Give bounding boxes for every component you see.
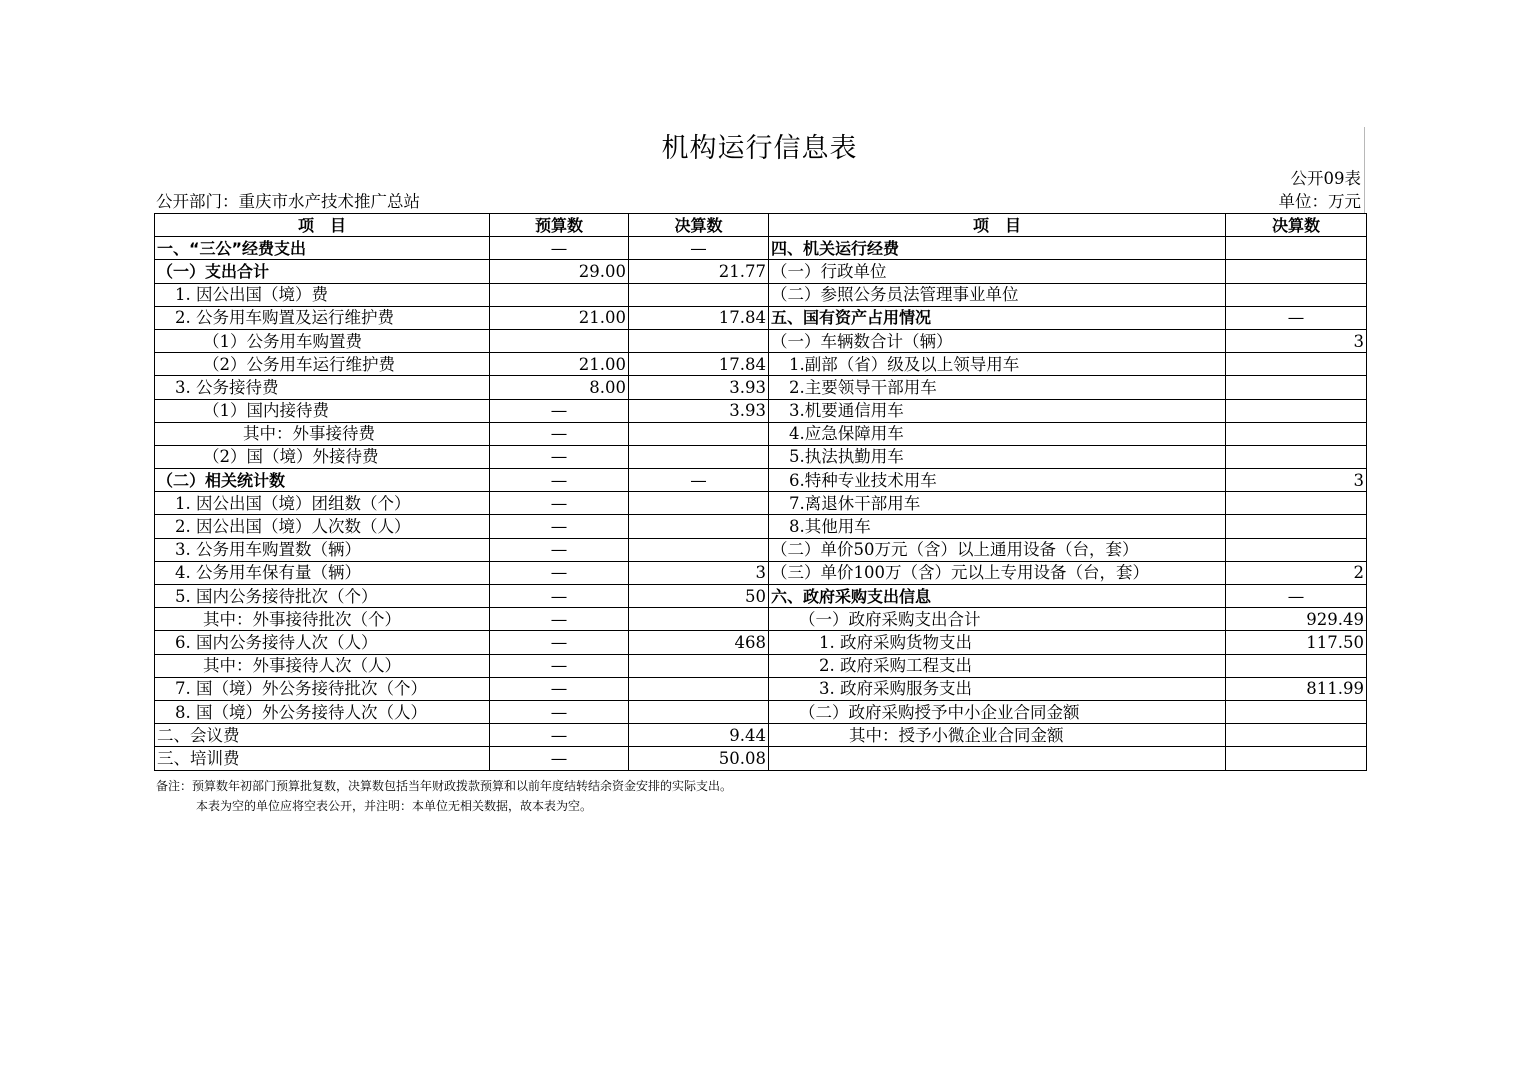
left-item: （1）国内接待费 (155, 399, 490, 422)
left-item: （二）相关统计数 (155, 469, 490, 492)
right-item: 3. 政府采购服务支出 (769, 677, 1226, 700)
budget-value: — (490, 608, 629, 631)
budget-value: — (490, 445, 629, 468)
table-row (155, 353, 1367, 376)
right-item: 六、政府采购支出信息 (769, 585, 1226, 608)
right-value: 929.49 (1226, 608, 1367, 631)
final-value: 17.84 (629, 306, 769, 329)
table-row (155, 260, 1367, 283)
footnote-empty-table: 本表为空的单位应将空表公开，并注明：本单位无相关数据，故本表为空。 (196, 799, 593, 813)
budget-value: — (490, 654, 629, 677)
form-number: 公开09表 (1290, 169, 1361, 188)
header-final-right: 决算数 (1226, 214, 1367, 237)
footnotes (156, 776, 732, 816)
header-item-right: 项 目 (769, 214, 1226, 237)
right-item: 其中：授予小微企业合同金额 (769, 724, 1226, 747)
table-row (155, 306, 1367, 329)
left-item: 三、培训费 (155, 747, 490, 770)
table-row (155, 376, 1367, 399)
left-item: （2）国（境）外接待费 (155, 445, 490, 468)
left-item: 8. 国（境）外公务接待人次（人） (155, 700, 490, 723)
info-table (154, 213, 1367, 771)
table-row (155, 237, 1367, 260)
right-value (1226, 492, 1367, 515)
right-value (1226, 700, 1367, 723)
right-value: 117.50 (1226, 631, 1367, 654)
right-value (1226, 445, 1367, 468)
table-header-row (155, 214, 1367, 237)
final-value: 50.08 (629, 747, 769, 770)
final-value: 9.44 (629, 724, 769, 747)
right-value (1226, 399, 1367, 422)
table-row (155, 515, 1367, 538)
final-value: — (629, 469, 769, 492)
left-item: 5. 国内公务接待批次（个） (155, 585, 490, 608)
budget-value: — (490, 538, 629, 561)
budget-value: — (490, 515, 629, 538)
unit-label: 单位：万元 (1278, 192, 1361, 211)
right-item: 4.应急保障用车 (769, 422, 1226, 445)
right-value (1226, 283, 1367, 306)
left-item: 1. 因公出国（境）团组数（个） (155, 492, 490, 515)
right-item: 五、国有资产占用情况 (769, 306, 1226, 329)
page-title: 机构运行信息表 (661, 133, 858, 164)
right-item: 7.离退休干部用车 (769, 492, 1226, 515)
table-row (155, 747, 1367, 770)
table-row (155, 329, 1367, 352)
budget-value: — (490, 700, 629, 723)
footnote-remark: 备注：预算数年初部门预算批复数，决算数包括当年财政拨款预算和以前年度结转结余资金安排的实际支出。 (156, 779, 733, 793)
final-value (629, 492, 769, 515)
right-value (1226, 353, 1367, 376)
right-value (1226, 654, 1367, 677)
right-item: （一）行政单位 (769, 260, 1226, 283)
left-item: 4. 公务用车保有量（辆） (155, 561, 490, 584)
left-item: 3. 公务用车购置数（辆） (155, 538, 490, 561)
table-row (155, 538, 1367, 561)
header-final: 决算数 (629, 214, 769, 237)
final-value: 3 (629, 561, 769, 584)
budget-value: — (490, 492, 629, 515)
left-item: 其中：外事接待费 (155, 422, 490, 445)
final-value (629, 283, 769, 306)
budget-value: — (490, 561, 629, 584)
table-row (155, 700, 1367, 723)
right-item: 1.副部（省）级及以上领导用车 (769, 353, 1226, 376)
budget-value (490, 283, 629, 306)
right-value (1226, 515, 1367, 538)
table-row (155, 585, 1367, 608)
final-value: 3.93 (629, 376, 769, 399)
budget-value: — (490, 747, 629, 770)
right-item: （二）政府采购授予中小企业合同金额 (769, 700, 1226, 723)
department-label: 公开部门：重庆市水产技术推广总站 (156, 192, 420, 211)
final-value: 21.77 (629, 260, 769, 283)
table-row (155, 677, 1367, 700)
left-item: （1）公务用车购置费 (155, 329, 490, 352)
right-item: （二）参照公务员法管理事业单位 (769, 283, 1226, 306)
budget-value: 8.00 (490, 376, 629, 399)
left-item: 6. 国内公务接待人次（人） (155, 631, 490, 654)
right-item: （一）车辆数合计（辆） (769, 329, 1226, 352)
final-value (629, 700, 769, 723)
final-value: 17.84 (629, 353, 769, 376)
right-value (1226, 237, 1367, 260)
right-value (1226, 376, 1367, 399)
final-value (629, 515, 769, 538)
right-item: 3.机要通信用车 (769, 399, 1226, 422)
right-value: 2 (1226, 561, 1367, 584)
right-value: 811.99 (1226, 677, 1367, 700)
left-item: 7. 国（境）外公务接待批次（个） (155, 677, 490, 700)
final-value: 3.93 (629, 399, 769, 422)
right-value (1226, 260, 1367, 283)
budget-value: — (490, 422, 629, 445)
left-item: 二、会议费 (155, 724, 490, 747)
final-value (629, 422, 769, 445)
budget-value: — (490, 399, 629, 422)
budget-value: 29.00 (490, 260, 629, 283)
budget-value (490, 329, 629, 352)
right-item: （一）政府采购支出合计 (769, 608, 1226, 631)
table-row (155, 422, 1367, 445)
table-row (155, 561, 1367, 584)
right-item: （三）单价100万（含）元以上专用设备（台，套） (769, 561, 1226, 584)
right-value (1226, 538, 1367, 561)
right-value (1226, 724, 1367, 747)
left-item: 其中：外事接待批次（个） (155, 608, 490, 631)
final-value (629, 654, 769, 677)
table-row (155, 608, 1367, 631)
right-item: 8.其他用车 (769, 515, 1226, 538)
budget-value: — (490, 724, 629, 747)
right-item: 6.特种专业技术用车 (769, 469, 1226, 492)
left-item: 一、“三公”经费支出 (155, 237, 490, 260)
final-value: — (629, 237, 769, 260)
budget-value: 21.00 (490, 353, 629, 376)
table-row (155, 445, 1367, 468)
budget-value: — (490, 237, 629, 260)
right-item: 1. 政府采购货物支出 (769, 631, 1226, 654)
budget-value: — (490, 631, 629, 654)
final-value (629, 445, 769, 468)
left-item: 2. 因公出国（境）人次数（人） (155, 515, 490, 538)
left-item: 其中：外事接待人次（人） (155, 654, 490, 677)
right-item: 2. 政府采购工程支出 (769, 654, 1226, 677)
right-value (1226, 747, 1367, 770)
right-value: 3 (1226, 469, 1367, 492)
budget-value: — (490, 677, 629, 700)
right-value: 3 (1226, 329, 1367, 352)
right-item (769, 747, 1226, 770)
budget-value: — (490, 469, 629, 492)
budget-value: 21.00 (490, 306, 629, 329)
table-row (155, 654, 1367, 677)
table-row (155, 469, 1367, 492)
table-row (155, 724, 1367, 747)
table-row (155, 631, 1367, 654)
final-value: 468 (629, 631, 769, 654)
table-row (155, 399, 1367, 422)
left-item: （一）支出合计 (155, 260, 490, 283)
final-value (629, 538, 769, 561)
right-item: 四、机关运行经费 (769, 237, 1226, 260)
right-value: — (1226, 306, 1367, 329)
left-item: （2）公务用车运行维护费 (155, 353, 490, 376)
right-value (1226, 422, 1367, 445)
right-item: 5.执法执勤用车 (769, 445, 1226, 468)
final-value (629, 608, 769, 631)
final-value: 50 (629, 585, 769, 608)
left-item: 1. 因公出国（境）费 (155, 283, 490, 306)
final-value (629, 677, 769, 700)
table-row (155, 492, 1367, 515)
left-item: 2. 公务用车购置及运行维护费 (155, 306, 490, 329)
table-row (155, 283, 1367, 306)
left-item: 3. 公务接待费 (155, 376, 490, 399)
right-value: — (1226, 585, 1367, 608)
budget-value: — (490, 585, 629, 608)
header-budget: 预算数 (490, 214, 629, 237)
header-item: 项 目 (155, 214, 490, 237)
right-item: （二）单价50万元（含）以上通用设备（台，套） (769, 538, 1226, 561)
final-value (629, 329, 769, 352)
right-item: 2.主要领导干部用车 (769, 376, 1226, 399)
